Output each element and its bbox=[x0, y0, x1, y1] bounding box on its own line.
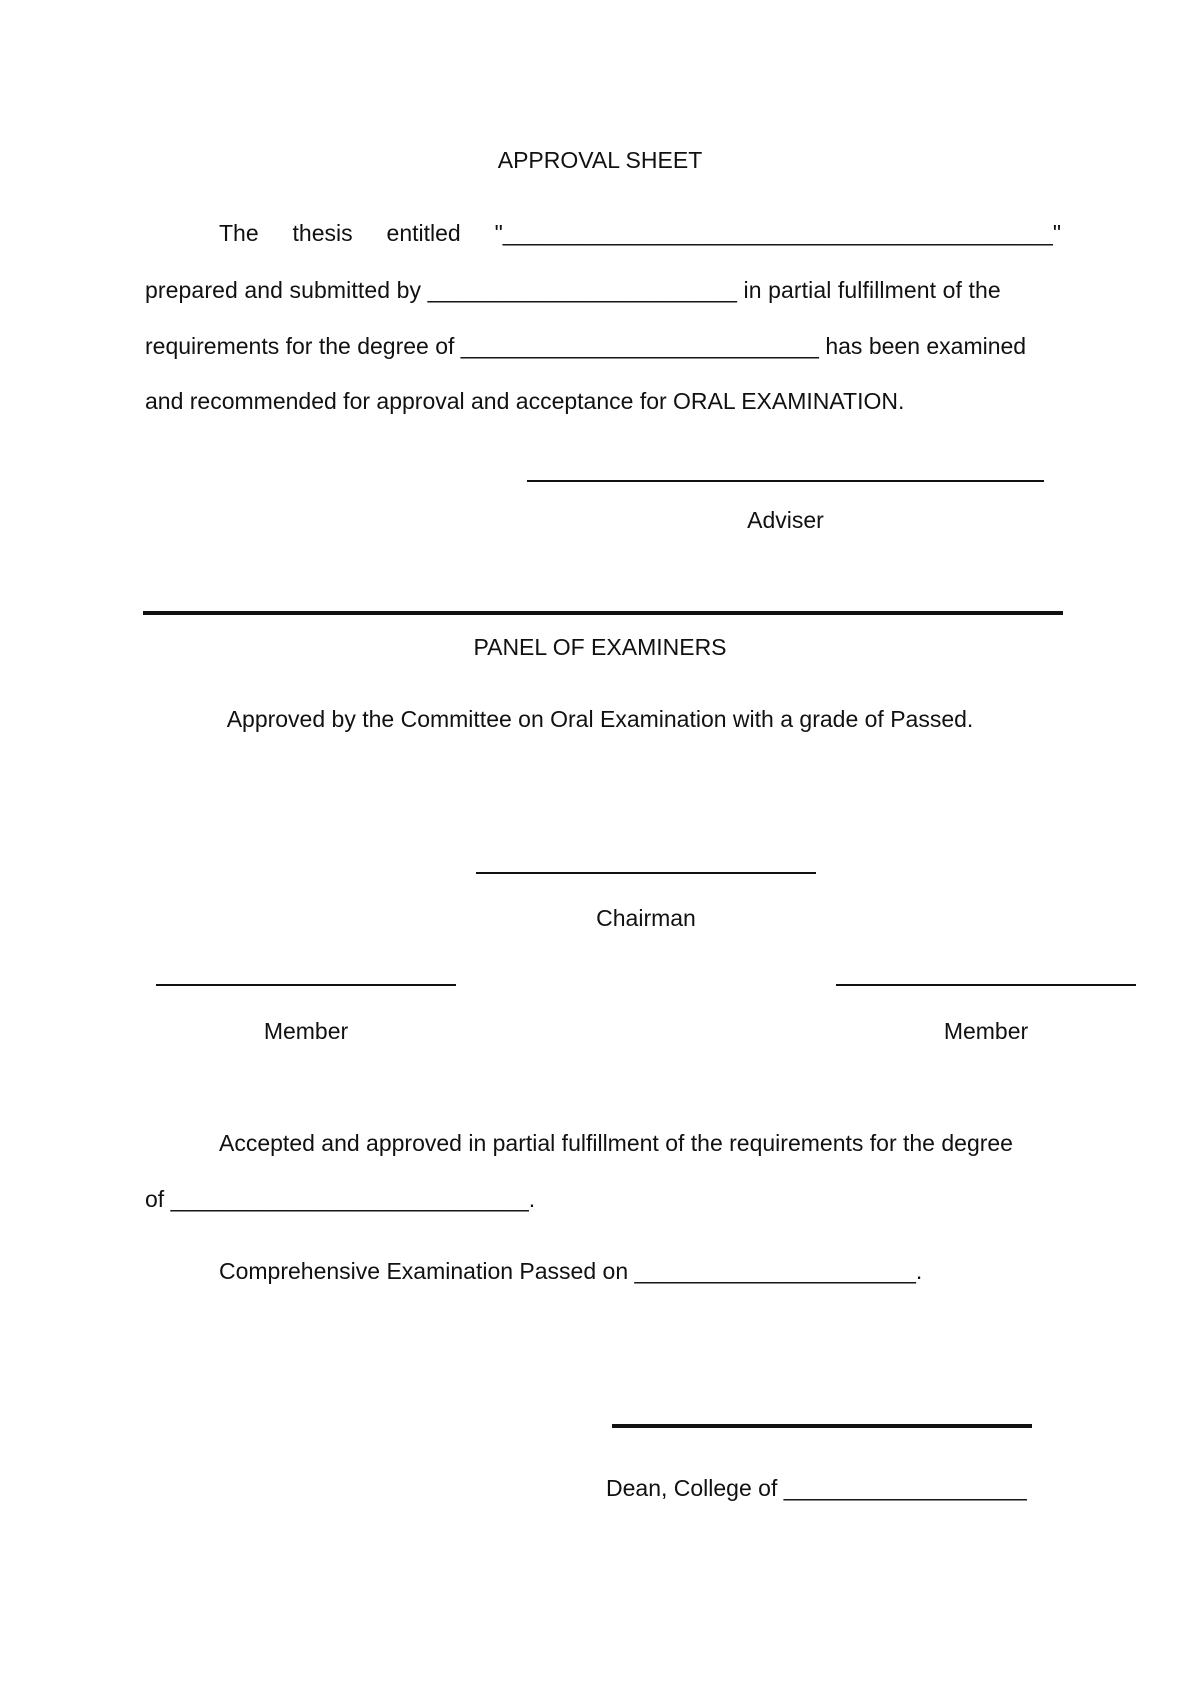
paragraph-line-1 bbox=[145, 219, 1061, 247]
word-thesis: thesis bbox=[292, 220, 353, 246]
member-right-signature-line bbox=[836, 984, 1136, 986]
panel-heading: PANEL OF EXAMINERS bbox=[473, 634, 727, 660]
adviser-signature-line bbox=[527, 480, 1044, 482]
comprehensive-exam-line: Comprehensive Examination Passed on ______________________. bbox=[219, 1258, 923, 1284]
word-the: The bbox=[219, 220, 259, 246]
chairman-label: Chairman bbox=[596, 905, 696, 931]
member-right-label: Member bbox=[943, 1018, 1029, 1044]
chairman-signature-line bbox=[476, 872, 816, 874]
document-title: APPROVAL SHEET bbox=[497, 147, 703, 173]
acceptance-line-1: Accepted and approved in partial fulfillment of the requirements for the degree bbox=[219, 1130, 1013, 1156]
adviser-label: Adviser bbox=[747, 507, 824, 533]
word-entitled: entitled bbox=[386, 220, 461, 246]
member-left-label: Member bbox=[263, 1018, 349, 1044]
paragraph-line-2: prepared and submitted by ________________________ in partial fulfillment of the bbox=[145, 277, 1001, 303]
paragraph-line-3: requirements for the degree of ____________________________ has been examined bbox=[145, 333, 1027, 359]
dean-signature-line bbox=[612, 1424, 1032, 1428]
member-left-signature-line bbox=[156, 984, 456, 986]
panel-statement: Approved by the Committee on Oral Examination with a grade of Passed. bbox=[226, 706, 974, 732]
dean-label: Dean, College of ___________________ bbox=[606, 1475, 1027, 1501]
paragraph-line-4: and recommended for approval and acceptance for ORAL EXAMINATION. bbox=[145, 388, 905, 414]
acceptance-line-2: of ____________________________. bbox=[145, 1186, 536, 1212]
thesis-title-blank: "___________________________________________" bbox=[494, 220, 1061, 246]
section-divider bbox=[143, 611, 1063, 615]
